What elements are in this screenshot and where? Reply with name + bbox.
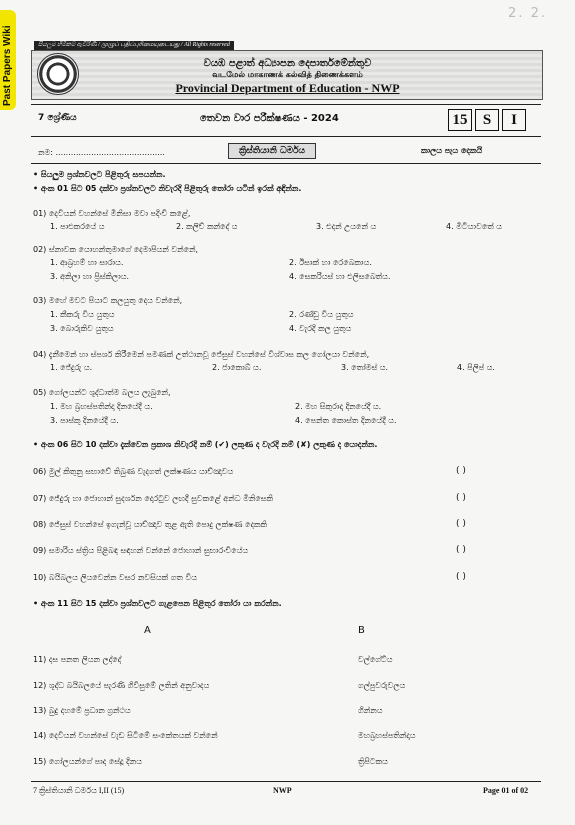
code-letter: S bbox=[475, 109, 499, 131]
option[interactable]: 4. මිටියාවතේ ය bbox=[446, 222, 503, 231]
answer-bracket[interactable]: ( ) bbox=[456, 519, 466, 529]
instruction-part3: • අංක 11 සිට 15 දක්වා ප්‍රශ්නවලට ගැළපෙන පිළිතුර තෝරා යා කරන්න. bbox=[33, 599, 282, 608]
code-part: I bbox=[502, 109, 526, 131]
option[interactable]: 4. පිලිප් ය. bbox=[457, 363, 495, 372]
corner-pencil-mark: 2. 2. bbox=[508, 6, 547, 21]
option[interactable]: 4. වැරදි කල යුතුය bbox=[289, 324, 352, 333]
question: 05) ගෝලයන්ට ශුද්ධාත්ම බලය ලැබුනේ, bbox=[33, 388, 171, 397]
option[interactable]: 4. සෙකරියස් හා එලිසබෙත්ය. bbox=[289, 272, 391, 281]
department-tamil: வடமேல் மாகாணக் கல்வித் திணைக்களம் bbox=[212, 70, 363, 79]
divider bbox=[31, 136, 541, 137]
answer-bracket[interactable]: ( ) bbox=[456, 572, 466, 582]
option[interactable]: 1. කීකරු විය යුතුය bbox=[50, 310, 115, 319]
question: 01) දෙවියන් වහන්සේ මිනිසා මවා පදිංචි කළේ, bbox=[33, 209, 191, 218]
option[interactable]: 1. ආබ්‍රහම් හා සාරාය. bbox=[50, 258, 124, 267]
option[interactable]: 3. බොරුකිව යුතුය bbox=[50, 324, 114, 333]
code-number: 15 bbox=[448, 109, 472, 131]
statement: 08) ජේසුස් වහන්සේ ඉගැන්වූ යාච්ඤාව තුළ ඇති පොදු ලක්ෂණ දෙකකි bbox=[33, 520, 268, 529]
option[interactable]: 4. පෙන්ත කොස්ත දිනයේදී ය. bbox=[295, 416, 397, 425]
name-field[interactable]: නම: ........................................... bbox=[38, 148, 165, 157]
option[interactable]: 2. ජාකොබ් ය. bbox=[212, 363, 262, 372]
option[interactable]: 1. ජේදුරු ය. bbox=[50, 363, 93, 372]
footer-paper-name: 7 ක්‍රිස්තියානි ධර්මය I,II (15) bbox=[33, 786, 125, 795]
department-english: Provincial Department of Education - NWP bbox=[175, 81, 400, 95]
option[interactable]: 2. කලිච් කන්දේ ය bbox=[176, 222, 238, 231]
rights-strip: සියලුම හිමිකම් ඇවිරිණි / முழுப் பதிப்புரிமையுடையது / All Rights reserved bbox=[34, 41, 234, 50]
column-a-heading: A bbox=[144, 625, 151, 636]
option[interactable]: 2. ඊසාක් හා රෙබෙකාය. bbox=[289, 258, 372, 267]
option[interactable]: 2. රණ්ඩු විය යුතුය bbox=[289, 310, 354, 319]
statement: 06) මුල් කිතුනු සභාවේ තිබුණ වැදගත් ලක්ෂණය යාච්ඤාවය bbox=[33, 467, 234, 476]
question: 04) දැනීමෙන් හා ස්පර්ශ කිරීමෙන් පමණක් උත්ථානවූ ජේසුස් වහන්සේ විශ්වාස කල ගෝලයා වන්නේ, bbox=[33, 350, 370, 359]
footer-province: NWP bbox=[273, 786, 292, 795]
footer-page-number: Page 01 of 02 bbox=[483, 786, 529, 795]
match-item-b[interactable]: ත්‍රිපිටකය bbox=[358, 757, 388, 766]
match-item-b[interactable]: ගල්පුවරුවලය bbox=[358, 681, 406, 690]
instruction-part1: • අංක 01 සිට 05 දක්වා ප්‍රශ්නවලට නිවැරදි පිළිතුරු තෝරා යටින් ඉරක් අඳින්න. bbox=[33, 184, 302, 193]
match-item-a: 11) දස පනත ලියන ලද්දේ bbox=[33, 655, 122, 664]
divider bbox=[31, 104, 541, 105]
grade-label: 7 ශ්‍රේණිය bbox=[38, 113, 77, 123]
instruction-part2: • අංක 06 සිට 10 දක්වා දැක්වෙන ප්‍රකාශ නිවැරදි නම් (✔) ලකුණ ද වැරදි නම් (✘) ලකුණ ද යොදන්න. bbox=[33, 440, 378, 449]
divider bbox=[31, 163, 541, 164]
question: 02) ස්නාවක යොහන්තුමාගේ දෙමාපියන් වන්නේ, bbox=[33, 245, 199, 254]
instruction-all: • සියලුම ප්‍රශ්නවලට පිළිතුරු සපයන්න. bbox=[33, 170, 166, 179]
match-item-a: 12) ශුද්ධ බයිබලයේ පැරණි ගිවිසුමේ ලතින් අනුවාදය bbox=[33, 681, 210, 690]
option[interactable]: 3. තෝමස් ය. bbox=[341, 363, 389, 372]
match-item-a: 15) ගෝලයන්ගේ පාද සේදූ දිනය bbox=[33, 757, 142, 766]
department-sinhala: වයඹ පළාත් අධ්‍යාපන දෙපාර්තමේන්තුව bbox=[203, 58, 372, 69]
statement: 07) ජේදුරු හා ජොහාන් සුදර්ශන දොරටුව ලඟදී සුවකළේ අන්ධ මිනිසෙකි bbox=[33, 494, 274, 503]
statement: 10) බයිබලය ලියවෙන්න වසර නවසියක් ගත විය bbox=[33, 573, 197, 582]
paper-code bbox=[448, 109, 526, 131]
exam-title: තෙවන වාර පරීක්ෂණය - 2024 bbox=[200, 113, 339, 124]
match-item-b[interactable]: මහබ්‍රහස්පතින්දාය bbox=[358, 731, 416, 740]
option[interactable]: 3. පාස්කු දිනයේදී ය. bbox=[50, 416, 119, 425]
match-item-b[interactable]: වල්ගේට්ය bbox=[358, 655, 393, 664]
match-item-a: 13) බුදු දහමේ ප්‍රධාන ග්‍රන්ථය bbox=[33, 706, 131, 715]
column-b-heading: B bbox=[358, 625, 365, 636]
answer-bracket[interactable]: ( ) bbox=[456, 466, 466, 476]
answer-bracket[interactable]: ( ) bbox=[456, 545, 466, 555]
option[interactable]: 1. මහ බ්‍රහස්පතින්දා දිනයේදී ය. bbox=[50, 402, 153, 411]
option[interactable]: 3. අකිලා හා ප්‍රිස්කිලාය. bbox=[50, 272, 130, 281]
match-item-a: 14) දෙවියන් වහන්සේ වැඩ සිටීමේ සංකේතයක් වන්නේ bbox=[33, 731, 218, 740]
footer-divider bbox=[31, 781, 541, 782]
option[interactable]: 2. මහ සිකුරාදා දිනයේදී ය. bbox=[295, 402, 382, 411]
answer-bracket[interactable]: ( ) bbox=[456, 493, 466, 503]
side-tab-label: Past Papers Wiki bbox=[2, 25, 13, 106]
subject-title: ක්‍රිස්තියානි ධර්මය bbox=[228, 143, 316, 159]
statement: 09) සමාරිය ස්ත්‍රිය පිළිබඳ සඳහන් වන්නේ ජොහාන් සුභාරංචියේය bbox=[33, 546, 249, 555]
time-allowed: කාලය පැය දෙකයි bbox=[421, 146, 483, 155]
option[interactable]: 3. එදන් උයනේ ය bbox=[316, 222, 377, 231]
option[interactable]: 1. පාළුකරයේ ය bbox=[50, 222, 105, 231]
match-item-b[interactable]: ගින්නය bbox=[358, 706, 383, 715]
question: 03) මහේ මවට පියාට කලයුතු දෙය වන්නේ, bbox=[33, 296, 183, 305]
